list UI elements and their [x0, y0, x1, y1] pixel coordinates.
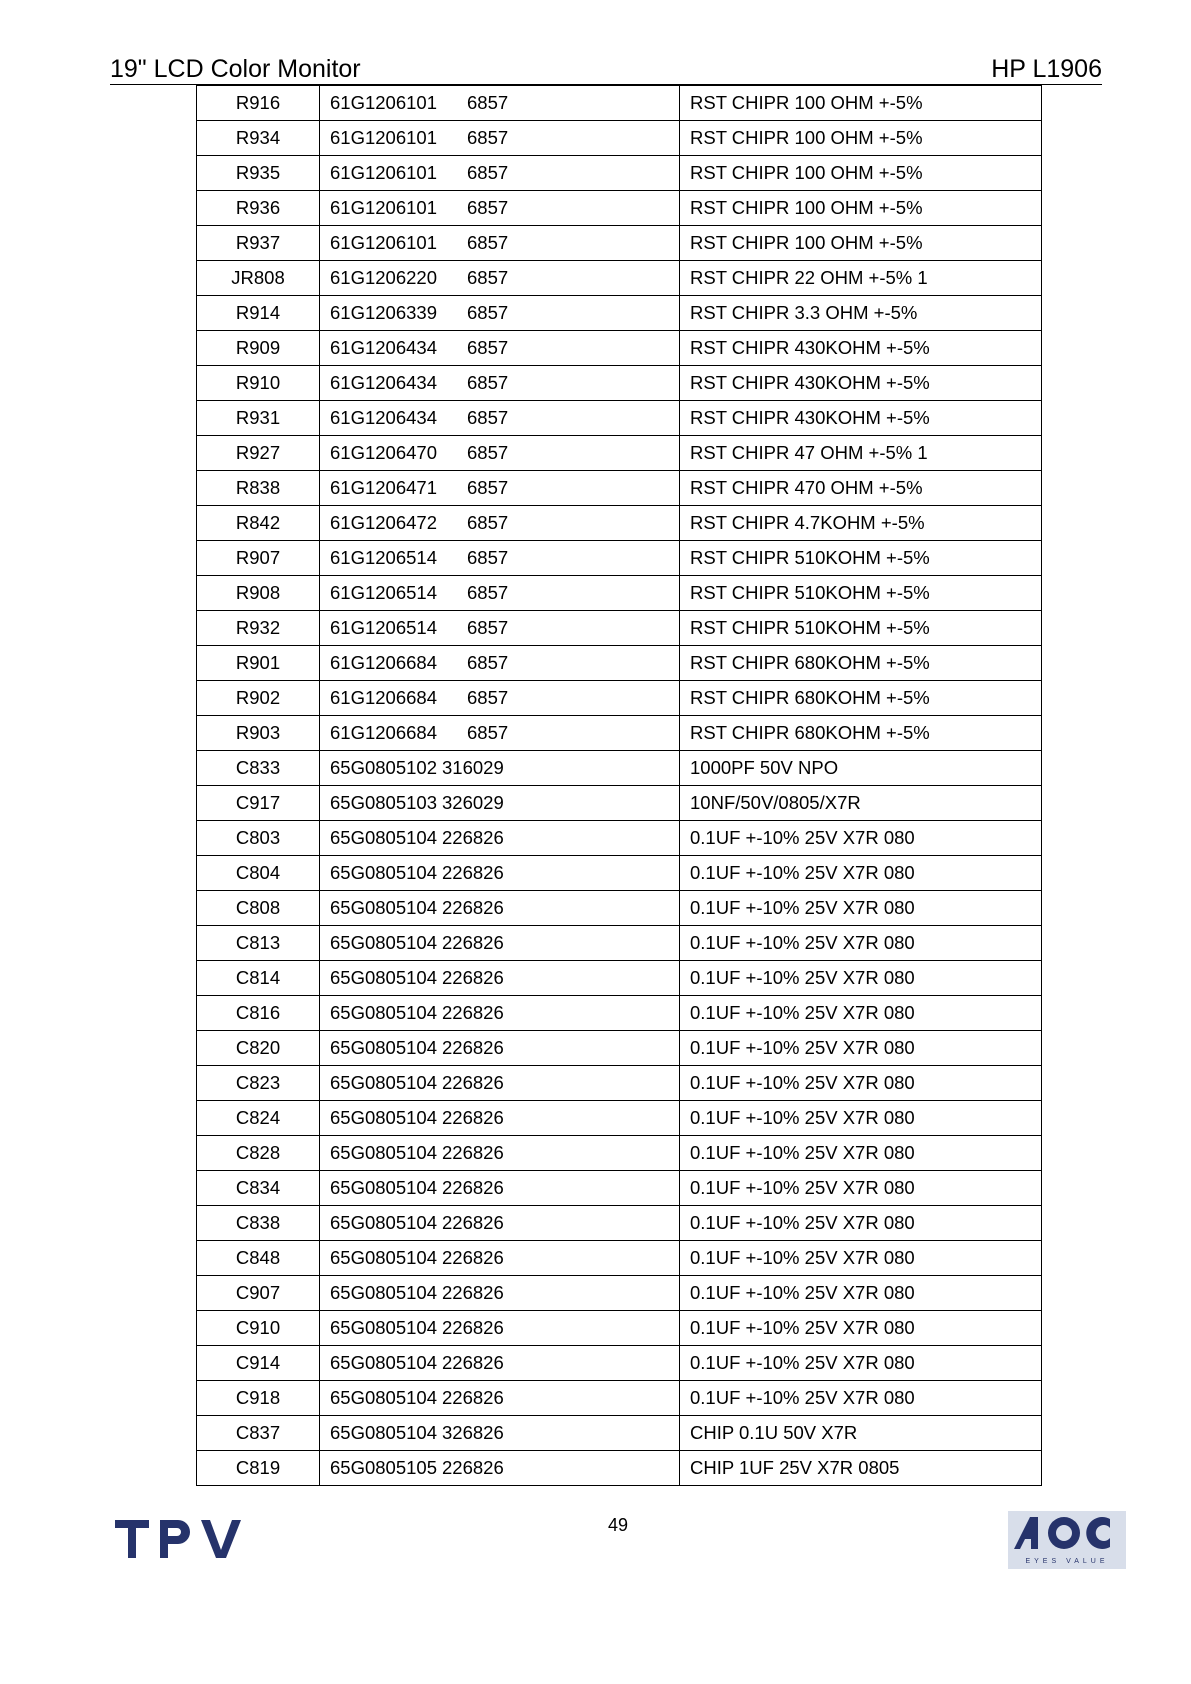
- part-code: 6857: [467, 477, 509, 498]
- location-cell: C816: [197, 996, 320, 1031]
- page-number: 49: [607, 1515, 629, 1535]
- parts-list-table: [196, 85, 1042, 1486]
- part-number-cell: [320, 1136, 680, 1171]
- location-cell: C907: [197, 1276, 320, 1311]
- location-cell: C803: [197, 821, 320, 856]
- part-number-cell: [320, 1346, 680, 1381]
- table-row: [197, 1171, 1042, 1206]
- part-number-cell: [320, 366, 680, 401]
- table-row: [197, 261, 1042, 296]
- part-number: 61G1206470: [330, 442, 437, 463]
- part-code: 6857: [467, 722, 509, 743]
- table-row: [197, 996, 1042, 1031]
- part-number-cell: [320, 821, 680, 856]
- description-cell: 0.1UF +-10% 25V X7R 080: [680, 1276, 1042, 1311]
- location-cell: R937: [197, 226, 320, 261]
- part-code: 6857: [467, 302, 509, 323]
- location-cell: R914: [197, 296, 320, 331]
- table-row: [197, 961, 1042, 996]
- table-row: [197, 541, 1042, 576]
- location-cell: R932: [197, 611, 320, 646]
- description-cell: RST CHIPR 510KOHM +-5%: [680, 611, 1042, 646]
- part-number: 65G0805104: [330, 1212, 437, 1233]
- description-cell: RST CHIPR 510KOHM +-5%: [680, 576, 1042, 611]
- part-code: 6857: [467, 582, 509, 603]
- part-code: 6857: [467, 197, 509, 218]
- part-number: 65G0805104: [330, 1247, 437, 1268]
- part-number-cell: [320, 1171, 680, 1206]
- part-code: 6857: [467, 267, 509, 288]
- part-code: 226826: [442, 1002, 504, 1023]
- location-cell: C813: [197, 926, 320, 961]
- location-cell: R838: [197, 471, 320, 506]
- description-cell: RST CHIPR 430KOHM +-5%: [680, 401, 1042, 436]
- description-cell: 0.1UF +-10% 25V X7R 080: [680, 1311, 1042, 1346]
- description-cell: 0.1UF +-10% 25V X7R 080: [680, 961, 1042, 996]
- part-code: 226826: [442, 1352, 504, 1373]
- part-number: 61G1206684: [330, 652, 437, 673]
- part-code: 226826: [442, 827, 504, 848]
- part-code: 6857: [467, 617, 509, 638]
- part-number-cell: [320, 961, 680, 996]
- part-number: 61G1206684: [330, 722, 437, 743]
- description-cell: 0.1UF +-10% 25V X7R 080: [680, 1241, 1042, 1276]
- location-cell: C828: [197, 1136, 320, 1171]
- part-number: 65G0805104: [330, 897, 437, 918]
- location-cell: C918: [197, 1381, 320, 1416]
- table-row: [197, 366, 1042, 401]
- part-code: 226826: [442, 1457, 504, 1478]
- location-cell: R903: [197, 716, 320, 751]
- part-number: 61G1206220: [330, 267, 437, 288]
- description-cell: 0.1UF +-10% 25V X7R 080: [680, 891, 1042, 926]
- part-number: 65G0805104: [330, 1142, 437, 1163]
- location-cell: C823: [197, 1066, 320, 1101]
- location-cell: C824: [197, 1101, 320, 1136]
- part-number: 65G0805103: [330, 792, 437, 813]
- model-name: HP L1906: [991, 55, 1102, 83]
- part-code: 226826: [442, 932, 504, 953]
- part-code: 326029: [442, 792, 504, 813]
- table-row: [197, 436, 1042, 471]
- description-cell: RST CHIPR 100 OHM +-5%: [680, 226, 1042, 261]
- table-row: [197, 1031, 1042, 1066]
- location-cell: R936: [197, 191, 320, 226]
- location-cell: R910: [197, 366, 320, 401]
- part-number-cell: [320, 1031, 680, 1066]
- part-code: 6857: [467, 232, 509, 253]
- description-cell: 0.1UF +-10% 25V X7R 080: [680, 856, 1042, 891]
- description-cell: RST CHIPR 100 OHM +-5%: [680, 86, 1042, 121]
- part-code: 226826: [442, 1177, 504, 1198]
- part-code: 226826: [442, 1072, 504, 1093]
- description-cell: CHIP 1UF 25V X7R 0805: [680, 1451, 1042, 1486]
- table-row: [197, 1066, 1042, 1101]
- description-cell: RST CHIPR 680KOHM +-5%: [680, 681, 1042, 716]
- part-number-cell: [320, 156, 680, 191]
- description-cell: 0.1UF +-10% 25V X7R 080: [680, 1066, 1042, 1101]
- table-row: [197, 926, 1042, 961]
- location-cell: C833: [197, 751, 320, 786]
- description-cell: 0.1UF +-10% 25V X7R 080: [680, 1206, 1042, 1241]
- part-code: 6857: [467, 92, 509, 113]
- description-cell: RST CHIPR 100 OHM +-5%: [680, 121, 1042, 156]
- description-cell: RST CHIPR 100 OHM +-5%: [680, 191, 1042, 226]
- description-cell: 0.1UF +-10% 25V X7R 080: [680, 926, 1042, 961]
- description-cell: RST CHIPR 47 OHM +-5% 1: [680, 436, 1042, 471]
- part-code: 226826: [442, 1247, 504, 1268]
- part-number-cell: [320, 226, 680, 261]
- part-code: 316029: [442, 757, 504, 778]
- part-number: 65G0805104: [330, 1037, 437, 1058]
- part-number: 61G1206101: [330, 162, 437, 183]
- table-row: [197, 1346, 1042, 1381]
- part-number-cell: [320, 891, 680, 926]
- location-cell: C837: [197, 1416, 320, 1451]
- part-number: 65G0805104: [330, 1282, 437, 1303]
- part-number-cell: [320, 541, 680, 576]
- part-number: 65G0805105: [330, 1457, 437, 1478]
- table-row: [197, 891, 1042, 926]
- part-code: 226826: [442, 1317, 504, 1338]
- part-number: 65G0805104: [330, 1352, 437, 1373]
- table-row: [197, 1101, 1042, 1136]
- part-number: 65G0805104: [330, 1072, 437, 1093]
- description-cell: RST CHIPR 470 OHM +-5%: [680, 471, 1042, 506]
- part-number: 65G0805104: [330, 1317, 437, 1338]
- table-row: [197, 1311, 1042, 1346]
- part-number: 61G1206684: [330, 687, 437, 708]
- part-number-cell: [320, 1381, 680, 1416]
- part-number-cell: [320, 121, 680, 156]
- table-row: [197, 191, 1042, 226]
- location-cell: R842: [197, 506, 320, 541]
- part-number-cell: [320, 1311, 680, 1346]
- description-cell: 0.1UF +-10% 25V X7R 080: [680, 1136, 1042, 1171]
- part-code: 226826: [442, 1037, 504, 1058]
- location-cell: JR808: [197, 261, 320, 296]
- part-number: 65G0805104: [330, 1002, 437, 1023]
- part-number: 61G1206514: [330, 582, 437, 603]
- part-number-cell: [320, 786, 680, 821]
- description-cell: RST CHIPR 680KOHM +-5%: [680, 646, 1042, 681]
- part-number-cell: [320, 611, 680, 646]
- location-cell: R935: [197, 156, 320, 191]
- part-code: 6857: [467, 652, 509, 673]
- part-number: 61G1206101: [330, 92, 437, 113]
- description-cell: 0.1UF +-10% 25V X7R 080: [680, 996, 1042, 1031]
- page-header: [110, 54, 1102, 85]
- part-code: 226826: [442, 1387, 504, 1408]
- table-row: [197, 331, 1042, 366]
- part-number: 61G1206101: [330, 127, 437, 148]
- part-number: 65G0805102: [330, 757, 437, 778]
- part-number: 65G0805104: [330, 967, 437, 988]
- part-code: 6857: [467, 407, 509, 428]
- aoc-tagline: EYES VALUE: [1025, 1558, 1109, 1565]
- part-number: 61G1206101: [330, 232, 437, 253]
- table-row: [197, 1241, 1042, 1276]
- part-code: 6857: [467, 512, 509, 533]
- table-row: [197, 296, 1042, 331]
- part-code: 6857: [467, 687, 509, 708]
- location-cell: C804: [197, 856, 320, 891]
- location-cell: C814: [197, 961, 320, 996]
- part-number: 61G1206472: [330, 512, 437, 533]
- table-row: [197, 716, 1042, 751]
- description-cell: 0.1UF +-10% 25V X7R 080: [680, 1346, 1042, 1381]
- document-title: 19" LCD Color Monitor: [110, 55, 361, 83]
- description-cell: RST CHIPR 430KOHM +-5%: [680, 331, 1042, 366]
- part-code: 226826: [442, 967, 504, 988]
- part-number-cell: [320, 1241, 680, 1276]
- table-row: [197, 1416, 1042, 1451]
- location-cell: R931: [197, 401, 320, 436]
- table-row: [197, 786, 1042, 821]
- location-cell: C910: [197, 1311, 320, 1346]
- description-cell: 0.1UF +-10% 25V X7R 080: [680, 1101, 1042, 1136]
- table-row: [197, 121, 1042, 156]
- location-cell: R916: [197, 86, 320, 121]
- part-number-cell: [320, 1066, 680, 1101]
- part-code: 326826: [442, 1422, 504, 1443]
- description-cell: 10NF/50V/0805/X7R: [680, 786, 1042, 821]
- table-row: [197, 156, 1042, 191]
- part-number-cell: [320, 1206, 680, 1241]
- part-number: 61G1206471: [330, 477, 437, 498]
- part-number-cell: [320, 296, 680, 331]
- table-row: [197, 681, 1042, 716]
- part-number-cell: [320, 471, 680, 506]
- part-number: 61G1206514: [330, 617, 437, 638]
- description-cell: 1000PF 50V NPO: [680, 751, 1042, 786]
- part-code: 6857: [467, 547, 509, 568]
- description-cell: 0.1UF +-10% 25V X7R 080: [680, 821, 1042, 856]
- description-cell: 0.1UF +-10% 25V X7R 080: [680, 1171, 1042, 1206]
- part-number-cell: [320, 261, 680, 296]
- part-number: 65G0805104: [330, 1387, 437, 1408]
- description-cell: RST CHIPR 680KOHM +-5%: [680, 716, 1042, 751]
- table-row: [197, 226, 1042, 261]
- part-number: 65G0805104: [330, 827, 437, 848]
- table-row: [197, 1381, 1042, 1416]
- part-number-cell: [320, 996, 680, 1031]
- table-row: [197, 751, 1042, 786]
- part-number-cell: [320, 506, 680, 541]
- location-cell: R909: [197, 331, 320, 366]
- part-code: 226826: [442, 1212, 504, 1233]
- description-cell: RST CHIPR 4.7KOHM +-5%: [680, 506, 1042, 541]
- description-cell: RST CHIPR 100 OHM +-5%: [680, 156, 1042, 191]
- part-number: 61G1206434: [330, 372, 437, 393]
- part-number: 65G0805104: [330, 1177, 437, 1198]
- part-number: 65G0805104: [330, 1422, 437, 1443]
- location-cell: C914: [197, 1346, 320, 1381]
- description-cell: RST CHIPR 3.3 OHM +-5%: [680, 296, 1042, 331]
- parts-list-body: [197, 86, 1042, 1486]
- part-code: 226826: [442, 1107, 504, 1128]
- part-number-cell: [320, 331, 680, 366]
- description-cell: RST CHIPR 510KOHM +-5%: [680, 541, 1042, 576]
- part-number-cell: [320, 1276, 680, 1311]
- part-number-cell: [320, 716, 680, 751]
- location-cell: R908: [197, 576, 320, 611]
- part-code: 226826: [442, 862, 504, 883]
- location-cell: R902: [197, 681, 320, 716]
- table-row: [197, 1451, 1042, 1486]
- part-number-cell: [320, 856, 680, 891]
- description-cell: CHIP 0.1U 50V X7R: [680, 1416, 1042, 1451]
- part-number-cell: [320, 646, 680, 681]
- part-number: 65G0805104: [330, 932, 437, 953]
- table-row: [197, 401, 1042, 436]
- part-code: 226826: [442, 1282, 504, 1303]
- part-number-cell: [320, 1451, 680, 1486]
- part-number-cell: [320, 1416, 680, 1451]
- description-cell: 0.1UF +-10% 25V X7R 080: [680, 1031, 1042, 1066]
- part-number-cell: [320, 436, 680, 471]
- part-number-cell: [320, 751, 680, 786]
- part-number: 61G1206339: [330, 302, 437, 323]
- location-cell: R934: [197, 121, 320, 156]
- part-code: 6857: [467, 442, 509, 463]
- table-row: [197, 1206, 1042, 1241]
- part-number-cell: [320, 681, 680, 716]
- table-row: [197, 1136, 1042, 1171]
- part-number-cell: [320, 191, 680, 226]
- location-cell: C917: [197, 786, 320, 821]
- part-number-cell: [320, 1101, 680, 1136]
- part-number-cell: [320, 401, 680, 436]
- table-row: [197, 611, 1042, 646]
- part-number-cell: [320, 86, 680, 121]
- table-row: [197, 821, 1042, 856]
- location-cell: C834: [197, 1171, 320, 1206]
- table-row: [197, 856, 1042, 891]
- description-cell: RST CHIPR 430KOHM +-5%: [680, 366, 1042, 401]
- location-cell: R901: [197, 646, 320, 681]
- location-cell: C848: [197, 1241, 320, 1276]
- part-code: 6857: [467, 127, 509, 148]
- location-cell: C819: [197, 1451, 320, 1486]
- table-row: [197, 1276, 1042, 1311]
- part-number: 61G1206101: [330, 197, 437, 218]
- part-number: 65G0805104: [330, 1107, 437, 1128]
- table-row: [197, 86, 1042, 121]
- part-number-cell: [320, 926, 680, 961]
- part-code: 226826: [442, 897, 504, 918]
- table-row: [197, 576, 1042, 611]
- part-code: 6857: [467, 337, 509, 358]
- part-code: 226826: [442, 1142, 504, 1163]
- part-number: 65G0805104: [330, 862, 437, 883]
- part-number-cell: [320, 576, 680, 611]
- location-cell: C820: [197, 1031, 320, 1066]
- location-cell: C808: [197, 891, 320, 926]
- location-cell: C838: [197, 1206, 320, 1241]
- table-row: [197, 471, 1042, 506]
- part-number: 61G1206434: [330, 337, 437, 358]
- description-cell: 0.1UF +-10% 25V X7R 080: [680, 1381, 1042, 1416]
- description-cell: RST CHIPR 22 OHM +-5% 1: [680, 261, 1042, 296]
- part-number: 61G1206434: [330, 407, 437, 428]
- part-code: 6857: [467, 162, 509, 183]
- part-code: 6857: [467, 372, 509, 393]
- table-row: [197, 646, 1042, 681]
- location-cell: R927: [197, 436, 320, 471]
- part-number: 61G1206514: [330, 547, 437, 568]
- table-row: [197, 506, 1042, 541]
- location-cell: R907: [197, 541, 320, 576]
